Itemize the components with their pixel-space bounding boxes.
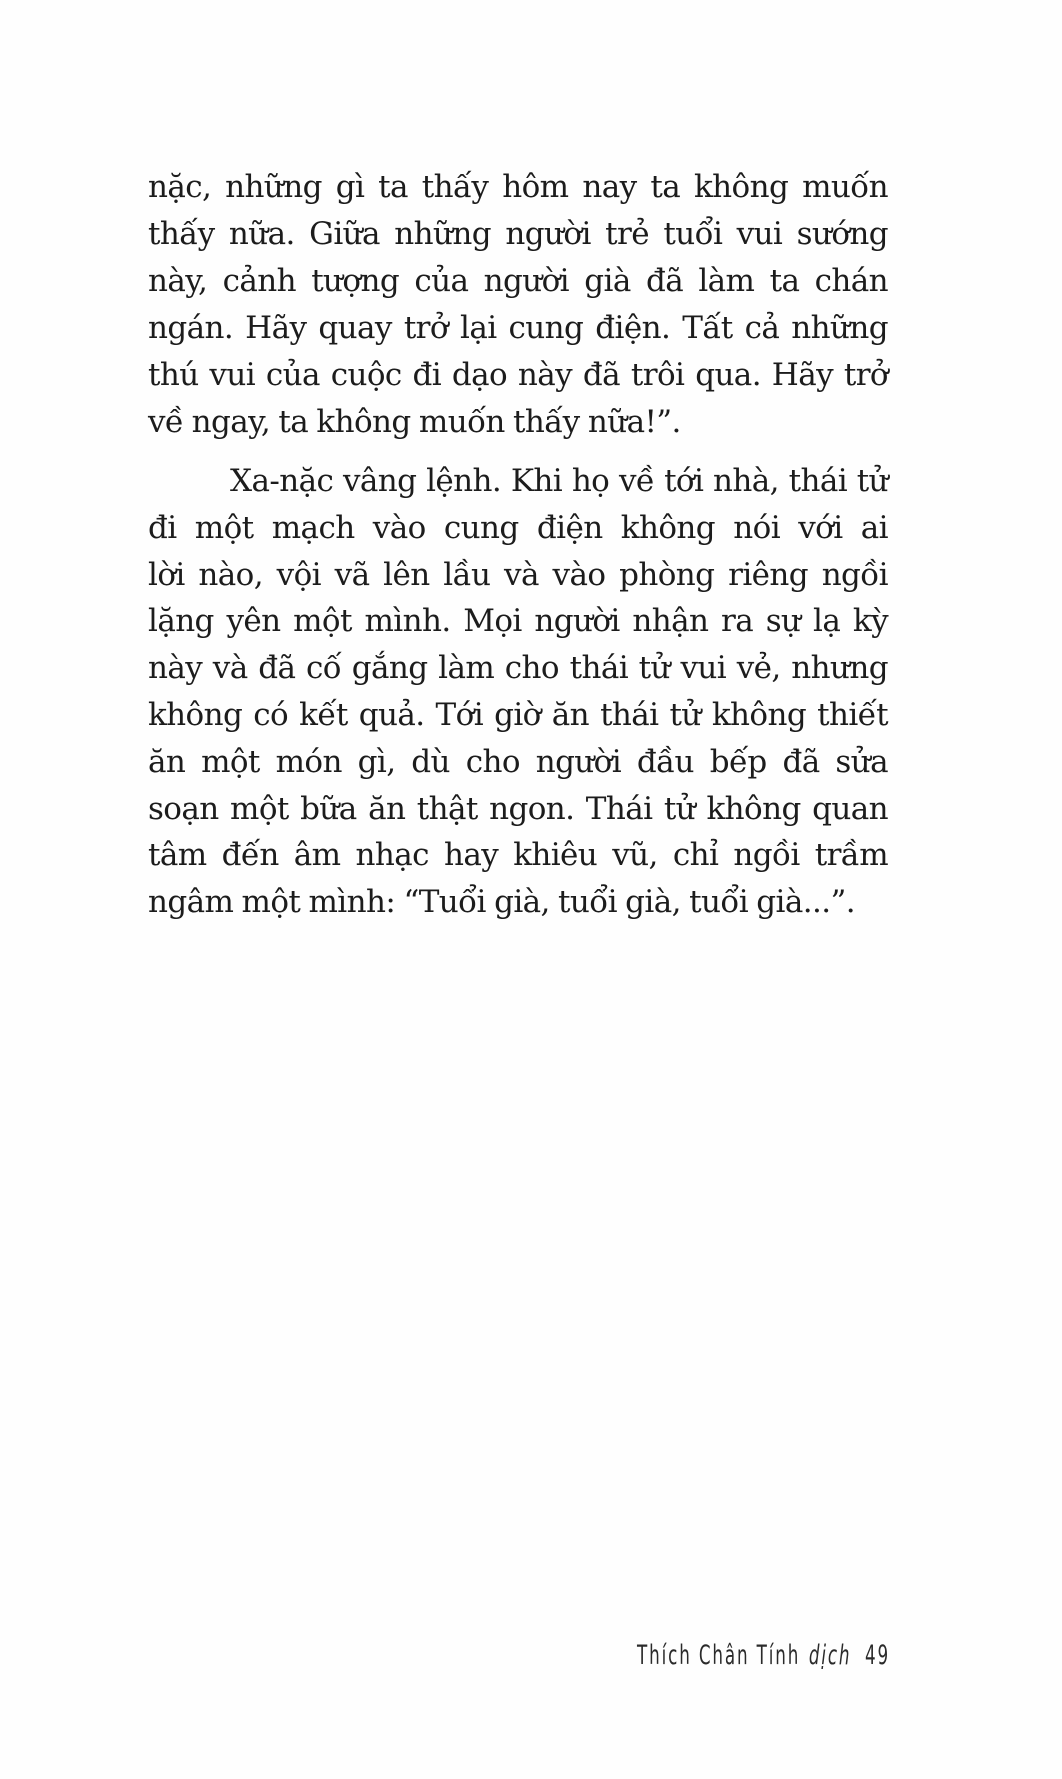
text-line: không có kết quả. Tới giờ ăn thái tử không thiết: [148, 696, 888, 733]
text-line: lời nào, vội vã lên lầu và vào phòng riêng ngồi: [148, 556, 888, 593]
text-line: thấy nữa. Giữa những người trẻ tuổi vui sướng: [148, 216, 888, 252]
translator-name: Thích Chân Tính: [637, 1640, 801, 1671]
translator-role: dịch: [808, 1640, 852, 1671]
text-line: đi một mạch vào cung điện không nói với ai: [148, 509, 888, 546]
text-line: nặc, những gì ta thấy hôm nay ta không muốn: [148, 169, 888, 205]
text-line: này, cảnh tượng của người già đã làm ta chán: [148, 263, 888, 299]
text-line: lặng yên một mình. Mọi người nhận ra sự lạ kỳ: [148, 603, 888, 640]
text-line: Xa-nặc vâng lệnh. Khi họ về tới nhà, thái tử: [230, 463, 888, 499]
text-line: ngán. Hãy quay trở lại cung điện. Tất cả những: [148, 310, 888, 346]
paragraph-1: [148, 164, 888, 446]
paragraph-2: [148, 458, 888, 926]
running-footer: [590, 1638, 890, 1674]
text-line: thú vui của cuộc đi dạo này đã trôi qua. Hãy trở: [148, 357, 888, 393]
text-line: ăn một món gì, dù cho người đầu bếp đã sửa: [148, 743, 888, 780]
text-line: ngâm một mình: “Tuổi già, tuổi già, tuổi già...”.: [148, 884, 855, 921]
text-line: về ngay, ta không muốn thấy nữa!”.: [148, 404, 681, 440]
page-number: 49: [864, 1640, 890, 1671]
text-line: này và đã cố gắng làm cho thái tử vui vẻ, nhưng: [148, 650, 888, 687]
text-line: tâm đến âm nhạc hay khiêu vũ, chỉ ngồi trầm: [148, 837, 888, 874]
text-line: soạn một bữa ăn thật ngon. Thái tử không quan: [148, 790, 888, 827]
